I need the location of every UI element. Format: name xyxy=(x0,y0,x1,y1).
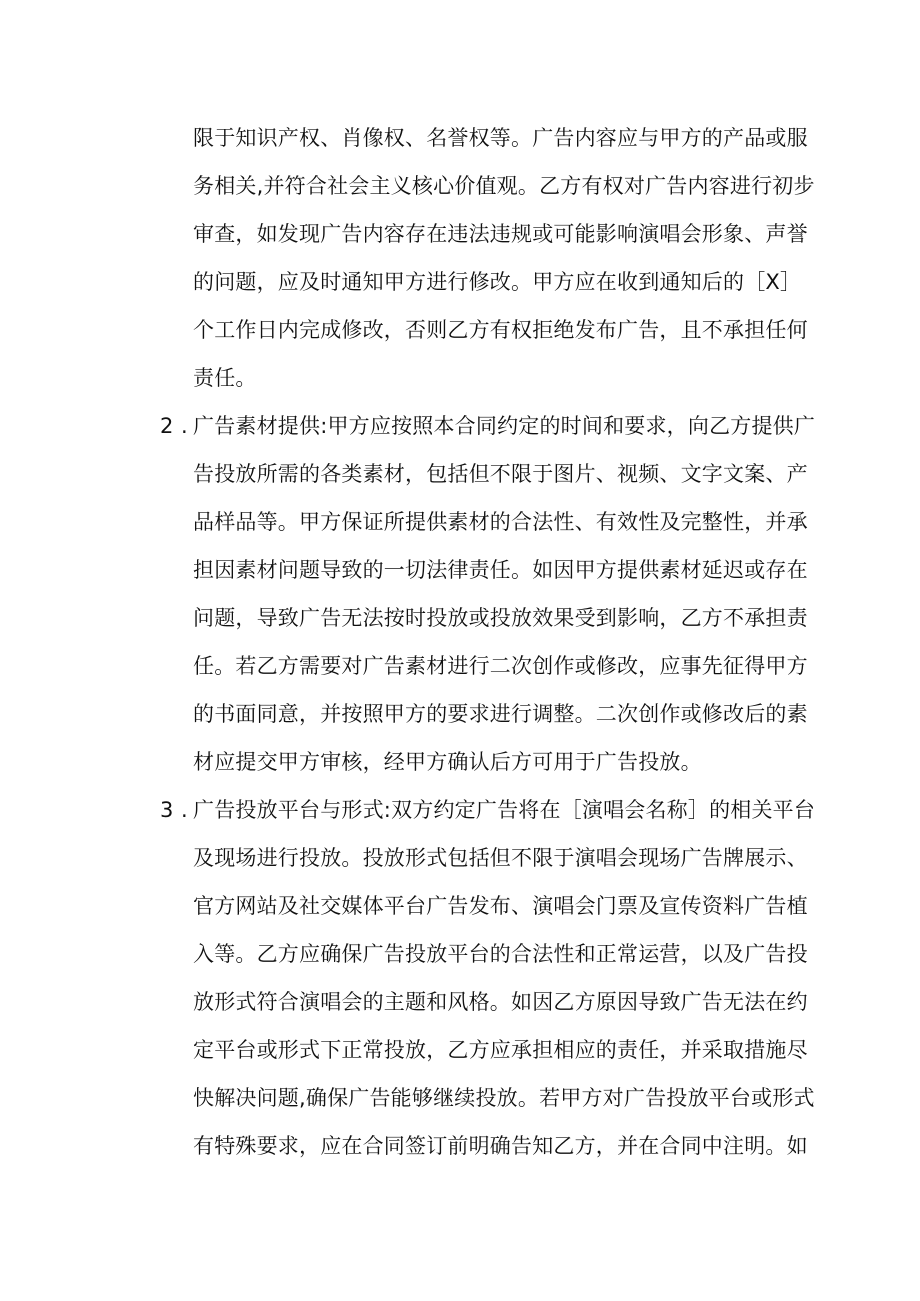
text-line: 担因素材问题导致的一切法律责任。如因甲方提供素材延迟或存在 xyxy=(193,558,808,582)
text-line: 快解决问题,确保广告能够继续投放。若甲方对广告投放平台或形式 xyxy=(193,1086,815,1110)
text-line: 入等。乙方应确保广告投放平台的合法性和正常运营，以及广告投 xyxy=(193,942,808,966)
text-line: 个工作日内完成修改，否则乙方有权拒绝发布广告，且不承担任何 xyxy=(193,318,808,342)
item-number: 2 . xyxy=(160,414,189,438)
text-line: 广告投放平台与形式:双方约定广告将在［演唱会名称］的相关平台 xyxy=(193,798,816,822)
text-line: 定平台或形式下正常投放，乙方应承担相应的责任，并采取措施尽 xyxy=(193,1038,808,1062)
text-line: 问题，导致广告无法按时投放或投放效果受到影响，乙方不承担责 xyxy=(193,606,808,630)
text-line: 务相关,并符合社会主义核心价值观。乙方有权对广告内容进行初步 xyxy=(193,174,815,198)
text-line: 有特殊要求，应在合同签订前明确告知乙方，并在合同中注明。如 xyxy=(193,1134,808,1158)
text-line: 责任。 xyxy=(193,366,257,390)
text-line: 官方网站及社交媒体平台广告发布、演唱会门票及宣传资料广告植 xyxy=(193,894,808,918)
text-line: 广告素材提供:甲方应按照本合同约定的时间和要求，向乙方提供广 xyxy=(193,414,816,438)
text-line: 审查，如发现广告内容存在违法违规或可能影响演唱会形象、声誉 xyxy=(193,222,808,246)
text-line: 及现场进行投放。投放形式包括但不限于演唱会现场广告牌展示、 xyxy=(193,846,808,870)
item-number: 3 . xyxy=(160,798,189,822)
text-line: 品样品等。甲方保证所提供素材的合法性、有效性及完整性，并承 xyxy=(193,510,808,534)
text-line: 告投放所需的各类素材，包括但不限于图片、视频、文字文案、产 xyxy=(193,462,808,486)
text-line: 材应提交甲方审核，经甲方确认后方可用于广告投放。 xyxy=(193,750,702,774)
text-line: 任。若乙方需要对广告素材进行二次创作或修改，应事先征得甲方 xyxy=(193,654,808,678)
text-line: 放形式符合演唱会的主题和风格。如因乙方原因导致广告无法在约 xyxy=(193,990,808,1014)
text-line: 的问题，应及时通知甲方进行修改。甲方应在收到通知后的［X］ xyxy=(193,270,802,294)
text-line: 限于知识产权、肖像权、名誉权等。广告内容应与甲方的产品或服 xyxy=(193,126,808,150)
text-line: 的书面同意，并按照甲方的要求进行调整。二次创作或修改后的素 xyxy=(193,702,808,726)
